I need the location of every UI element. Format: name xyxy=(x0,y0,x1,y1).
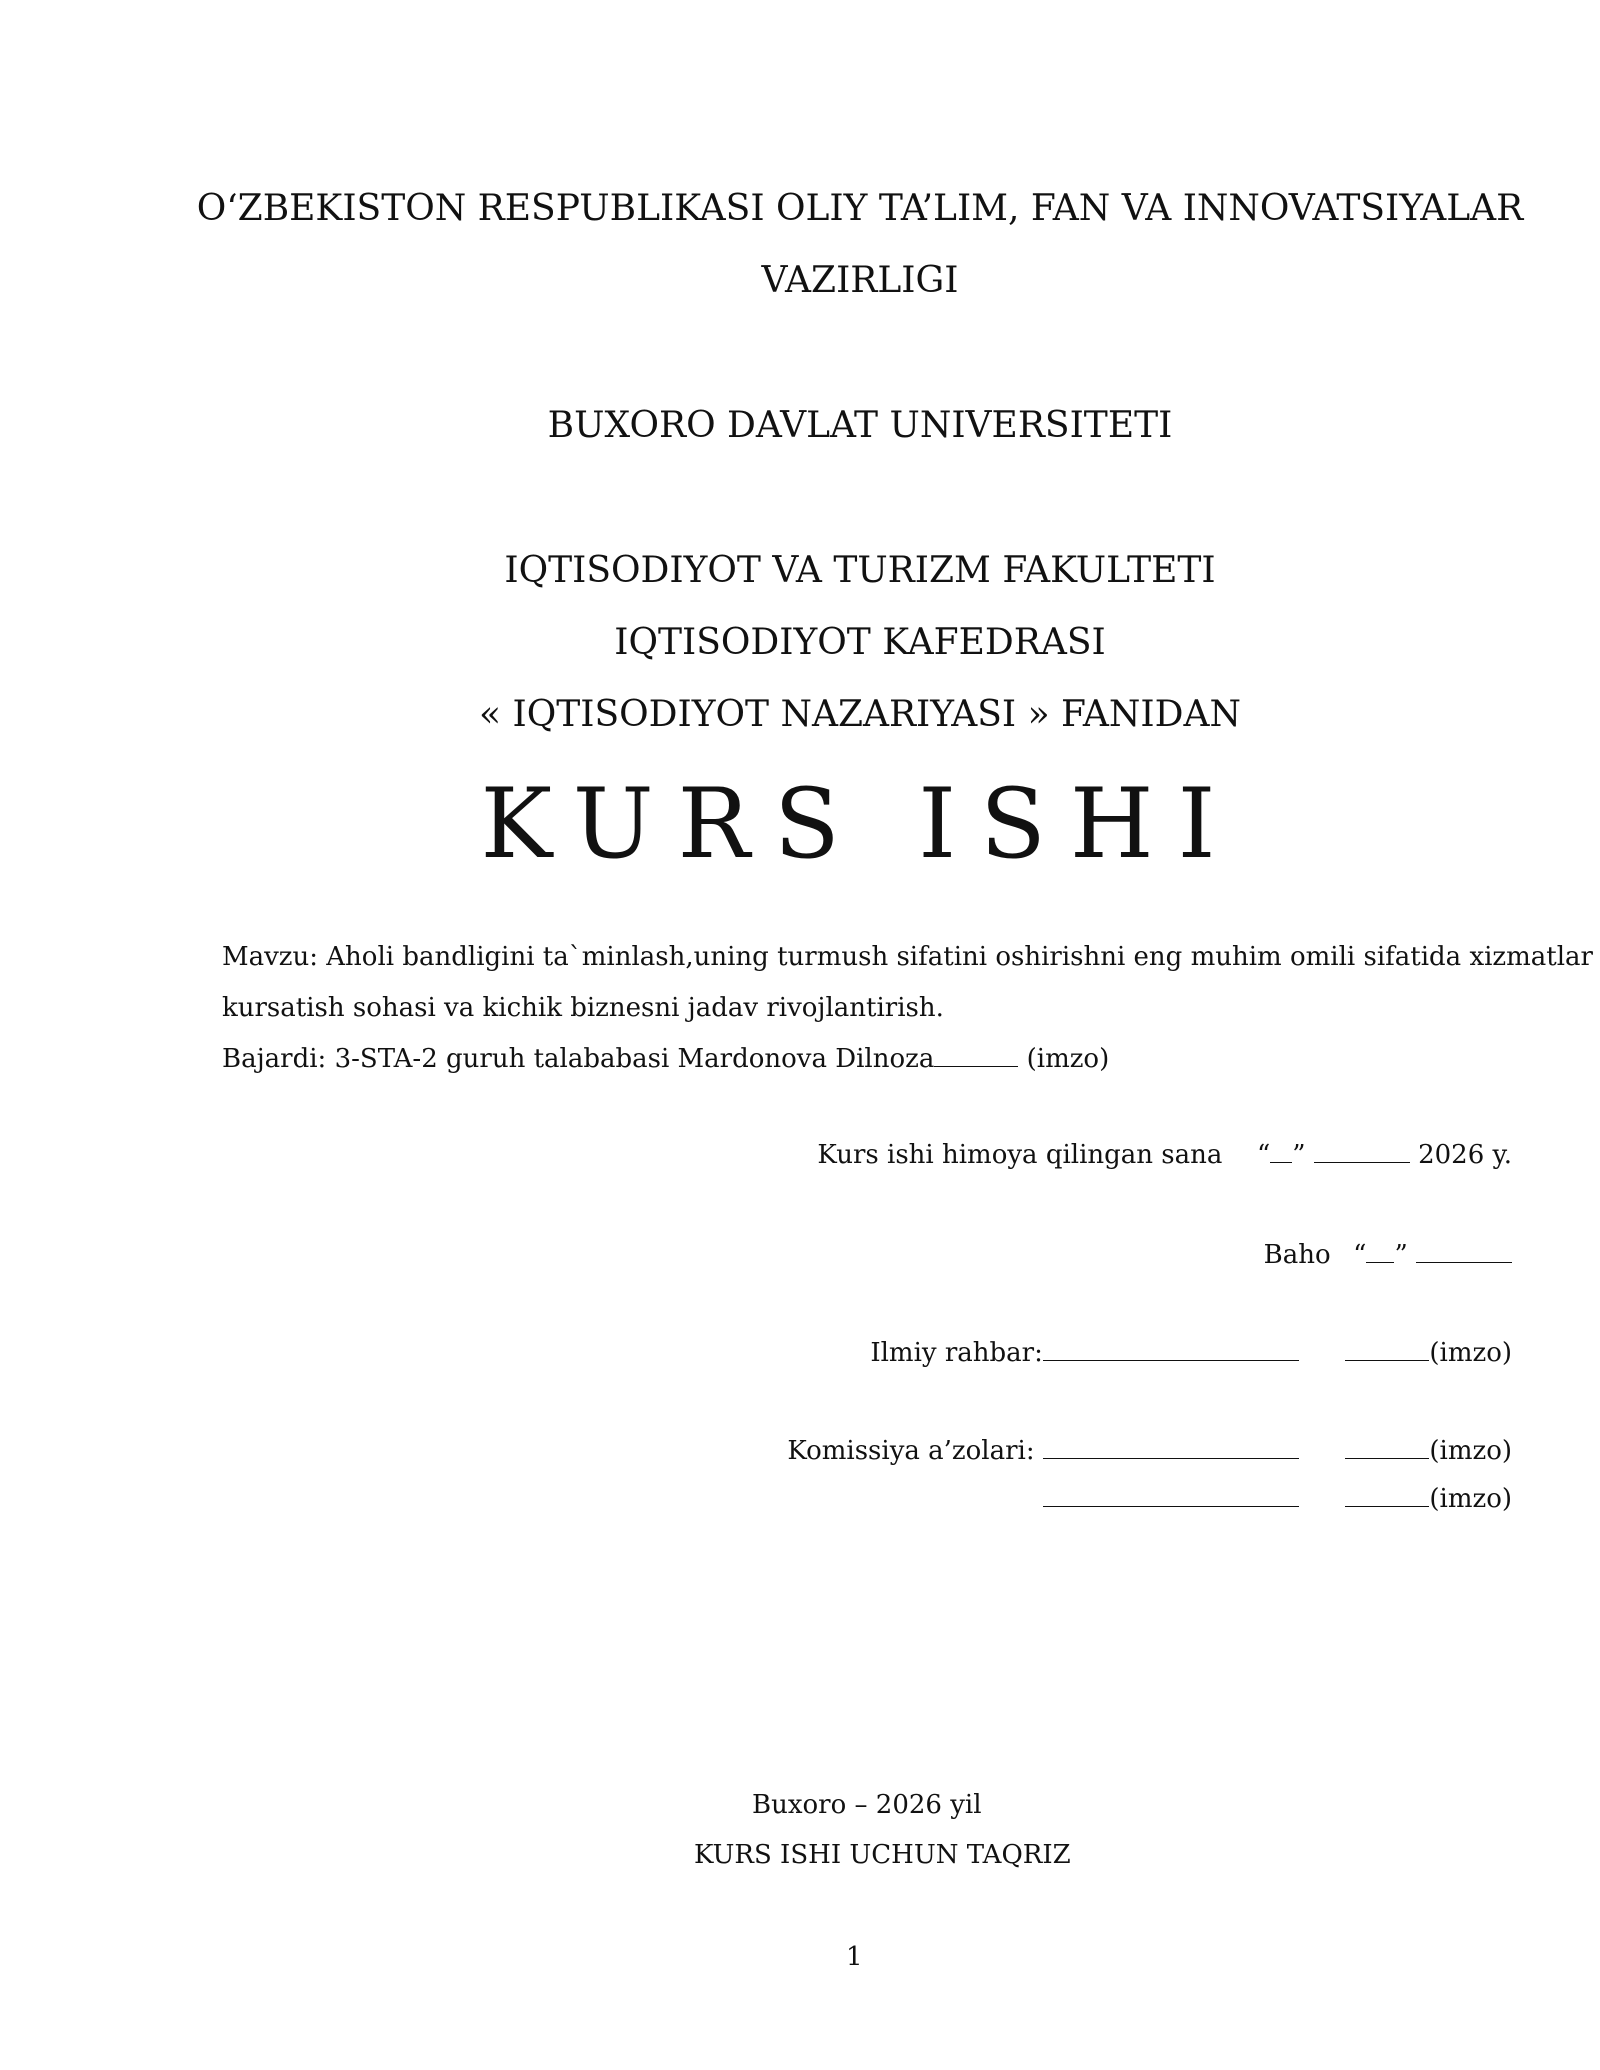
date-month-blank xyxy=(1314,1140,1410,1163)
grade-quote-close: ” xyxy=(1394,1240,1408,1270)
document-title: KURS ISHI xyxy=(480,768,1240,880)
grade-score-blank xyxy=(1366,1240,1394,1263)
commission-sign-label-1: (imzo) xyxy=(1429,1436,1512,1466)
defense-year: 2026 y. xyxy=(1418,1140,1512,1170)
performer-signature-blank xyxy=(934,1044,1018,1067)
advisor-name-blank xyxy=(1043,1338,1299,1361)
grade-label: Baho xyxy=(1263,1240,1331,1270)
date-quote-open: “ xyxy=(1256,1140,1271,1170)
date-day-blank xyxy=(1270,1140,1292,1163)
date-quote-close: ” xyxy=(1292,1140,1306,1170)
advisor-signature-blank xyxy=(1345,1338,1429,1361)
city-year: Buxoro – 2026 yil xyxy=(752,1790,982,1820)
commission-member-1-blank xyxy=(1043,1436,1299,1459)
performer-sign-label: (imzo) xyxy=(1018,1044,1110,1074)
commission-sign-label-2: (imzo) xyxy=(1429,1484,1512,1514)
commission-line-2 xyxy=(1043,1484,1512,1514)
grade-line xyxy=(1264,1240,1512,1270)
commission-signature-1-blank xyxy=(1345,1436,1429,1459)
advisor-label: Ilmiy rahbar: xyxy=(870,1338,1043,1368)
review-title: KURS ISHI UCHUN TAQRIZ xyxy=(694,1840,1071,1870)
page-number: 1 xyxy=(846,1942,863,1972)
topic-line-2: kursatish sohasi va kichik biznesni jadav rivojlantirish. xyxy=(222,993,944,1023)
subject-name: « IQTISODIYOT NAZARIYASI » FANIDAN xyxy=(479,694,1241,735)
defense-date-line xyxy=(817,1140,1512,1170)
topic-line-1: Mavzu: Aholi bandligini ta`minlash,uning turmush sifatini oshirishni eng muhim omili sifatida xizmatlar xyxy=(222,942,1593,972)
ministry-line-1: O‘ZBEKISTON RESPUBLIKASI OLIY TA’LIM, FAN VA INNOVATSIYALAR xyxy=(196,188,1524,229)
performer-line xyxy=(222,1044,1109,1074)
commission-member-2-blank xyxy=(1043,1484,1299,1507)
performer-text: Bajardi: 3-STA-2 guruh talababasi Mardonova Dilnoza xyxy=(222,1044,935,1074)
university-name: BUXORO DAVLAT UNIVERSITETI xyxy=(547,405,1173,446)
defense-date-label: Kurs ishi himoya qilingan sana xyxy=(817,1140,1223,1170)
commission-label: Komissiya a’zolari: xyxy=(787,1436,1035,1466)
grade-quote-open: “ xyxy=(1353,1240,1367,1270)
grade-text-blank xyxy=(1416,1240,1512,1263)
advisor-sign-label: (imzo) xyxy=(1429,1338,1512,1368)
commission-signature-2-blank xyxy=(1345,1484,1429,1507)
department-name: IQTISODIYOT KAFEDRASI xyxy=(614,622,1106,663)
advisor-line xyxy=(870,1338,1512,1368)
ministry-line-2: VAZIRLIGI xyxy=(761,260,959,301)
faculty-name: IQTISODIYOT VA TURIZM FAKULTETI xyxy=(504,550,1216,591)
commission-line-1 xyxy=(787,1436,1512,1466)
